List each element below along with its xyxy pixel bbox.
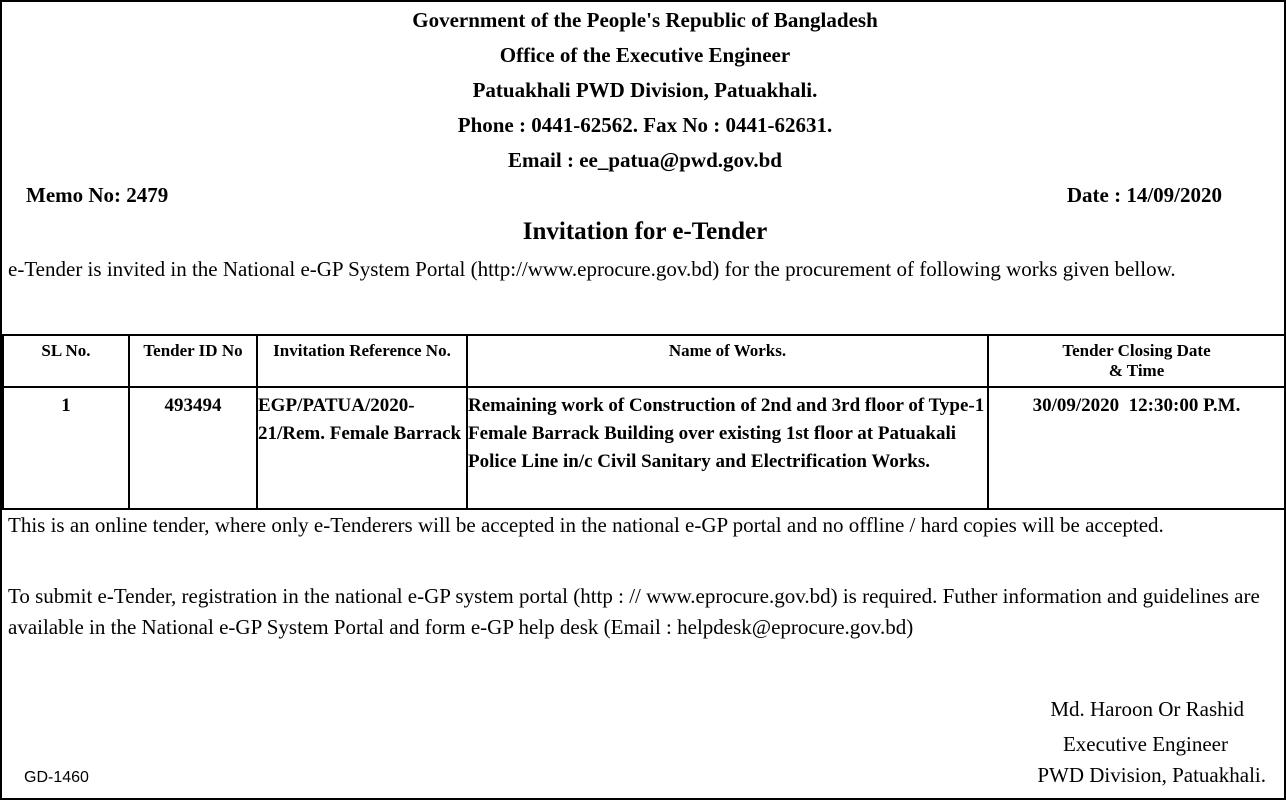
col-header-name-of-works: Name of Works. [467,335,988,387]
signatory-office: PWD Division, Patuakhali. [1037,763,1266,787]
header-division: Patuakhali PWD Division, Patuakhali. [472,78,818,102]
col-header-closing-line1: Tender Closing Date [1062,341,1211,360]
col-header-closing-line2: & Time [1108,361,1165,380]
header-email: Email : ee_patua@pwd.gov.bd [508,148,782,172]
registration-note: To submit e-Tender, registration in the national e-GP system portal (http : // www.eprocure.gov.bd) is required. Futher information and guidelines are available in the National e-GP System Portal and form e-GP help desk (Email : helpdesk@eprocure.gov.bd) [8,584,1260,639]
header-government: Government of the People's Republic of Bangladesh [412,8,878,32]
col-header-closing [988,335,1285,387]
cell-closing-datetime: 30/09/2020 12:30:00 P.M. [988,387,1285,509]
cell-invitation-ref: EGP/PATUA/2020-21/Rem. Female Barrack [257,387,467,509]
notice-title: Invitation for e-Tender [522,218,768,245]
notice-date: Date : 14/09/2020 [1066,183,1222,207]
header-phone-fax: Phone : 0441-62562. Fax No : 0441-62631. [457,113,833,137]
col-header-sl: SL No. [3,335,129,387]
signatory-designation: Executive Engineer [1062,732,1228,756]
intro-paragraph: e-Tender is invited in the National e-GP System Portal (http://www.eprocure.gov.bd) for the procurement of following works given bellow. [8,257,1176,281]
online-tender-note: This is an online tender, where only e-Tenderers will be accepted in the national e-GP portal and no offline / hard copies will be accepted. [8,513,1164,537]
col-header-tender-id: Tender ID No [129,335,257,387]
cell-sl: 1 [3,387,129,509]
table-header-row [3,335,1285,387]
cell-tender-id: 493494 [129,387,257,509]
memo-number: Memo No: 2479 [26,183,169,207]
table-row [3,387,1285,509]
cell-name-of-works: Remaining work of Construction of 2nd and 3rd floor of Type-1 Female Barrack Building over existing 1st floor at Patuakali Police Line in/c Civil Sanitary and Electrification Works. [467,387,988,509]
header-office: Office of the Executive Engineer [499,43,791,67]
signatory-name: Md. Haroon Or Rashid [1050,697,1244,721]
col-header-invitation-ref: Invitation Reference No. [257,335,467,387]
tender-table [2,334,1286,510]
gd-number: GD-1460 [24,769,89,786]
